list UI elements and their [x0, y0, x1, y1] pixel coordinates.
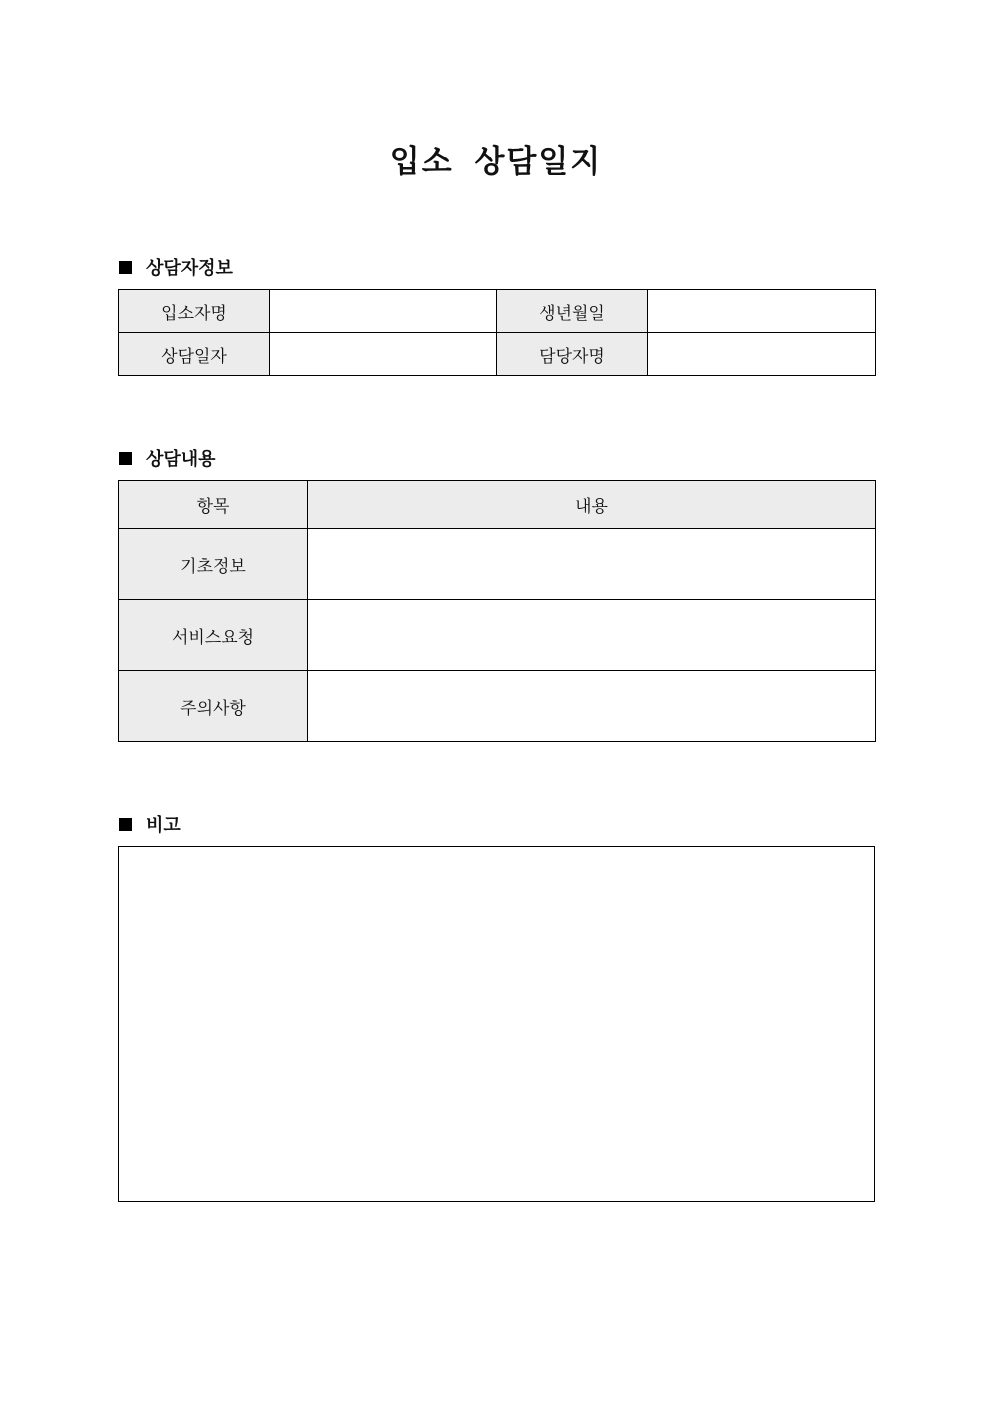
section-heading-label: 상담자정보: [146, 258, 233, 279]
row-content-basic-info[interactable]: [308, 529, 876, 600]
square-bullet-icon: [119, 452, 132, 465]
remarks-box[interactable]: [118, 846, 875, 1202]
staff-name-label: 담당자명: [497, 333, 648, 376]
table-row: [119, 333, 876, 376]
square-bullet-icon: [119, 818, 132, 831]
resident-name-label: 입소자명: [119, 290, 270, 333]
section-heading-label: 상담내용: [146, 449, 216, 470]
section-heading-consultation: [119, 445, 216, 471]
row-content-cautions[interactable]: [308, 671, 876, 742]
row-content-service-request[interactable]: [308, 600, 876, 671]
table-row: [119, 529, 876, 600]
birthdate-label: 생년월일: [497, 290, 648, 333]
consult-date-field[interactable]: [270, 333, 497, 376]
row-item-basic-info: 기초정보: [119, 529, 308, 600]
row-item-service-request: 서비스요청: [119, 600, 308, 671]
consultation-table: [118, 480, 876, 742]
section-heading-remarks: [119, 811, 181, 837]
table-row: [119, 671, 876, 742]
resident-name-field[interactable]: [270, 290, 497, 333]
staff-name-field[interactable]: [648, 333, 876, 376]
birthdate-field[interactable]: [648, 290, 876, 333]
column-header-content: 내용: [308, 481, 876, 529]
section-heading-counselee-info: [119, 254, 233, 280]
table-row: [119, 290, 876, 333]
consult-date-label: 상담일자: [119, 333, 270, 376]
table-header-row: [119, 481, 876, 529]
document-title: 입소 상담일지: [389, 144, 603, 180]
row-item-cautions: 주의사항: [119, 671, 308, 742]
table-row: [119, 600, 876, 671]
counselee-info-table: [118, 289, 876, 376]
section-heading-label: 비고: [146, 815, 181, 836]
column-header-item: 항목: [119, 481, 308, 529]
square-bullet-icon: [119, 261, 132, 274]
